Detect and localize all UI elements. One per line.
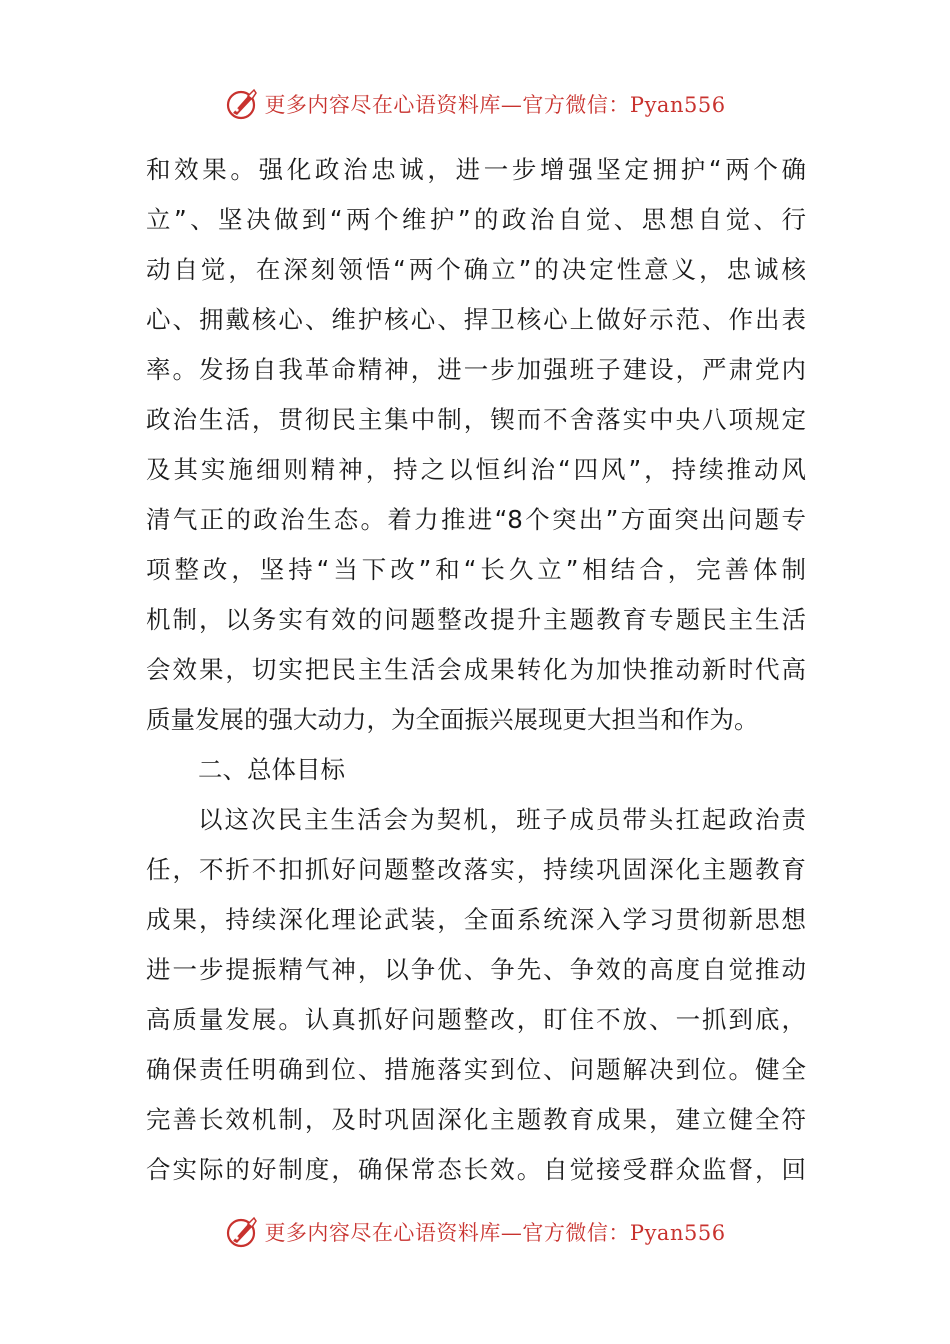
text-line: 进一步提振精气神，以争优、争先、争效的高度自觉推动 <box>146 955 806 984</box>
paragraph-2 <box>146 795 806 1195</box>
text-line: 成果，持续深化理论武装，全面系统深入学习贯彻新思想 <box>146 905 806 934</box>
text-line: 心、拥戴核心、维护核心、捍卫核心上做好示范、作出表 <box>146 305 806 334</box>
text-line: 项整改，坚持“当下改”和“长久立”相结合，完善体制 <box>146 555 806 584</box>
pen-nib-circle-icon <box>224 86 260 122</box>
paragraph-1 <box>146 145 806 745</box>
text-line: 和效果。强化政治忠诚，进一步增强坚定拥护“两个确 <box>146 155 806 184</box>
text-line: 及其实施细则精神，持之以恒纠治“四风”，持续推动风 <box>146 455 806 484</box>
watermark-banner-bottom <box>0 1212 950 1252</box>
text-line: 机制，以务实有效的问题整改提升主题教育专题民主生活 <box>146 605 806 634</box>
pen-nib-circle-icon <box>224 1214 260 1250</box>
text-line: 率。发扬自我革命精神，进一步加强班子建设，严肃党内 <box>146 355 806 384</box>
text-line: 会效果，切实把民主生活会成果转化为加快推动新时代高 <box>146 655 806 684</box>
section-heading: 二、总体目标 <box>198 755 345 784</box>
text-line: 高质量发展。认真抓好问题整改，盯住不放、一抓到底， <box>146 1005 806 1034</box>
document-body <box>146 145 806 1195</box>
watermark-text: 更多内容尽在心语资料库—官方微信：Pyan556 <box>264 93 726 117</box>
text-line: 质量发展的强大动力，为全面振兴展现更大担当和作为。 <box>146 705 759 734</box>
text-line: 确保责任明确到位、措施落实到位、问题解决到位。健全 <box>146 1055 806 1084</box>
text-line: 清气正的政治生态。着力推进“8个突出”方面突出问题专 <box>146 505 806 534</box>
watermark-banner-top <box>0 84 950 124</box>
text-line: 以这次民主生活会为契机，班子成员带头扛起政治责 <box>198 805 806 834</box>
watermark-text: 更多内容尽在心语资料库—官方微信：Pyan556 <box>264 1221 726 1245</box>
text-line: 政治生活，贯彻民主集中制，锲而不舍落实中央八项规定 <box>146 405 806 434</box>
text-line: 立”、坚决做到“两个维护”的政治自觉、思想自觉、行 <box>146 205 806 234</box>
text-line: 合实际的好制度，确保常态长效。自觉接受群众监督，回 <box>146 1155 806 1184</box>
text-line: 动自觉，在深刻领悟“两个确立”的决定性意义，忠诚核 <box>146 255 806 284</box>
text-line: 任，不折不扣抓好问题整改落实，持续巩固深化主题教育 <box>146 855 806 884</box>
text-line: 完善长效机制，及时巩固深化主题教育成果，建立健全符 <box>146 1105 806 1134</box>
